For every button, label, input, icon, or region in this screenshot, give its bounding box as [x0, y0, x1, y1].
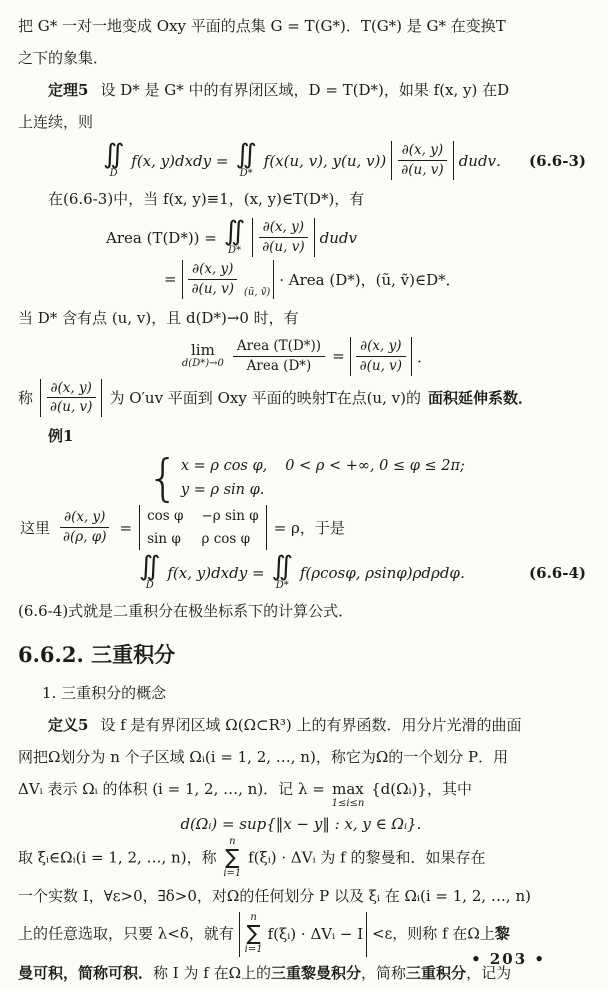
limit-operator: [182, 342, 224, 371]
qu-post: f(ξᵢ) · ΔVᵢ 为 f 的黎曼和．如果存在: [248, 848, 486, 867]
abs-riemann-sum: [239, 912, 368, 957]
equation-663: [18, 141, 594, 180]
integral-glyph: ∬: [139, 551, 161, 583]
jacobian-fraction: [46, 380, 96, 417]
sum-upper: n: [229, 835, 236, 847]
sigma-glyph: ∑: [246, 920, 261, 945]
area-equation-line-2: [18, 260, 594, 299]
equation-664: [18, 553, 594, 592]
fraction-denominator: ∂(u, v): [50, 399, 93, 416]
area-line2-tail: · Area (D*)，(ũ, ṽ)∈D*．: [279, 270, 461, 289]
fraction-numerator: ∂(x, y): [188, 261, 237, 280]
example1-label: [18, 420, 594, 452]
triple-integral-term: 三重积分: [406, 963, 467, 982]
eq663-integrand: f(x(u, v), y(u, v)): [263, 151, 387, 170]
eq663-tail: dudv．: [458, 152, 512, 170]
double-integral-symbol: [103, 141, 124, 180]
choose-bold: 黎: [494, 924, 510, 943]
jacobian-fraction: [188, 261, 238, 298]
lim-glyph: lim: [190, 340, 215, 359]
jacobian-abs: [350, 337, 412, 376]
sum-lower: i=1: [223, 867, 242, 879]
double-integral-symbol: [272, 553, 293, 592]
max-condition: 1≤i≤n: [331, 797, 365, 809]
when-line: 当 D* 含有点 (u, v)，且 d(D*)→0 时，有: [18, 308, 299, 327]
area-ratio-fraction: [233, 338, 325, 375]
intro-line-2: 之下的象集．: [18, 49, 109, 67]
integral-domain: D: [109, 168, 118, 179]
det-cell: ρ cos φ: [201, 531, 251, 548]
area-stretch-coefficient-term: 面积延伸系数．: [427, 389, 533, 408]
cheng-pre: 称: [18, 389, 34, 408]
jacobian-computation-line: [18, 505, 594, 550]
jacobian-abs: [40, 379, 102, 418]
triple-riemann-integral-term: 三重黎曼积分: [271, 963, 362, 982]
integral-domain: D*: [228, 245, 242, 256]
sum-operator: [245, 913, 263, 956]
eq664-rhs: f(ρcosφ, ρsinφ)ρdρdφ．: [299, 564, 475, 583]
eq664-lhs: f(x, y)dxdy =: [167, 563, 265, 582]
definition5-text: 设 f 是有界闭区域 Ω(Ω⊂R³) 上的有界函数．用分片光滑的曲面: [100, 716, 522, 735]
real-number-line: 一个实数 I，∀ε>0，∃δ>0，对Ω的任何划分 P 以及 ξᵢ 在 Ωᵢ(i = 1, 2, …, n): [18, 886, 531, 905]
det-cell: cos φ: [147, 508, 184, 525]
fraction-denominator: ∂(u, v): [401, 162, 444, 178]
theorem5-line-2: 上连续，则: [18, 113, 94, 131]
equation-number: (6.6-4): [529, 563, 586, 582]
definition5-line-1: [18, 709, 594, 741]
jacobian-abs: [182, 260, 275, 299]
theorem5-label: 定理5: [48, 81, 89, 99]
double-integral-symbol: [139, 553, 160, 592]
equation-number: (6.6-3): [529, 151, 586, 170]
fraction-denominator: Area (D*): [246, 357, 312, 374]
last-mid-2: ，简称: [361, 963, 407, 982]
last-mid-1: 称 I 为 f 在Ω上的: [153, 963, 272, 982]
area-lhs: Area (T(D*)) =: [106, 228, 217, 247]
jacobian-fraction: [59, 509, 111, 546]
example1-text: 例1: [48, 427, 74, 446]
period: ．: [417, 347, 433, 366]
diameter-formula-text: d(Ωᵢ) = sup{‖x − y‖ : x, y ∈ Ωᵢ}．: [180, 814, 432, 833]
row1-condition: 0 < ρ < +∞, 0 ≤ φ ≤ 2π;: [285, 458, 465, 475]
double-integral-symbol: [235, 141, 256, 180]
max-operator: [332, 781, 365, 810]
fraction-numerator: ∂(x, y): [398, 142, 447, 161]
equals-sign: =: [332, 347, 345, 366]
integral-domain: D*: [275, 580, 289, 592]
equals-sign: =: [119, 518, 133, 537]
sum-lower: i=1: [244, 943, 263, 955]
jacobian-abs: [391, 141, 453, 180]
det-cell: sin φ: [147, 531, 181, 548]
evaluation-point: (ũ, ṽ): [244, 286, 271, 298]
system-row-1: [181, 458, 465, 475]
left-brace: {: [147, 449, 179, 508]
integral-domain: D: [145, 580, 154, 592]
sum-upper: n: [250, 911, 257, 923]
qu-pre: 取 ξᵢ∈Ωᵢ(i = 1, 2, …, n)，称: [18, 848, 217, 867]
fraction-numerator: ∂(x, y): [47, 380, 96, 399]
fraction-numerator: ∂(x, y): [356, 338, 405, 357]
diameter-formula: [18, 813, 594, 834]
fraction-denominator: ∂(u, v): [262, 239, 305, 255]
subsection-title: 1. 三重积分的概念: [42, 684, 167, 703]
cheng-mid: 为 O′uv 平面到 Oxy 平面的映射T在点(u, v)的: [109, 389, 421, 408]
area-tail: dudv: [319, 228, 357, 247]
fraction-numerator: ∂(x, y): [259, 219, 308, 238]
coefficient-definition-line: [18, 379, 594, 418]
def5-line3-pre: ΔVᵢ 表示 Ωᵢ 的体积 (i = 1, 2, …, n)．记 λ =: [18, 780, 325, 799]
jacobian-abs: [252, 218, 314, 257]
section-title: 6.6.2. 三重积分: [18, 642, 176, 668]
system-rows: [181, 458, 465, 499]
row1-equation: x = ρ cos φ,: [180, 458, 268, 475]
integral-glyph: ∬: [223, 216, 246, 247]
sigma-glyph: ∑: [225, 844, 240, 869]
polar-coordinate-system: [18, 449, 594, 508]
fraction-numerator: Area (T(D*)): [233, 338, 325, 357]
choose-pre: 上的任意选取，只要 λ<δ，就有: [18, 924, 234, 943]
fraction-denominator: ∂(u, v): [191, 280, 234, 297]
limit-condition: d(D*)→0: [181, 358, 224, 370]
theorem5-line-1: [18, 74, 594, 106]
double-integral-symbol: [224, 218, 245, 257]
def5-line3-post: {d(Ωᵢ)}，其中: [371, 780, 472, 799]
integral-domain: D*: [239, 168, 253, 179]
fraction-denominator: ∂(u, v): [359, 357, 403, 374]
jacobian-fraction: [356, 338, 406, 375]
abs-inner-text: f(ξᵢ) · ΔVᵢ − I: [267, 925, 364, 944]
equals-sign: =: [164, 270, 177, 289]
limit-equation: [18, 337, 594, 376]
det-cell: −ρ sin φ: [201, 508, 259, 525]
max-glyph: max: [332, 780, 364, 799]
area-equation-line-1: [18, 218, 594, 257]
definition5-label: 定义5: [48, 716, 89, 735]
choose-post: <ε，则称 f 在Ω上: [371, 924, 495, 943]
integral-glyph: ∬: [102, 139, 125, 170]
fraction-denominator: ∂(ρ, φ): [63, 529, 107, 546]
zheli-pre: 这里: [20, 519, 51, 538]
integrable-term: 曼可积，简称可积．: [18, 963, 154, 982]
page-number: • 203 •: [471, 950, 546, 968]
system-row-2: y = ρ sin φ.: [180, 481, 265, 498]
definition5-line-3: [18, 773, 594, 810]
jacobian-fraction: [258, 219, 308, 256]
fraction-numerator: ∂(x, y): [60, 509, 109, 528]
definition5-line-2: 网把Ω划分为 n 个子区域 Ωᵢ(i = 1, 2, …, n)，称它为Ω的一个划分 P．用: [18, 748, 509, 767]
last-tail: ，记为: [466, 963, 512, 982]
zheli-post: = ρ，于是: [273, 519, 345, 538]
after-664-line: (6.6-4)式就是二重积分在极坐标系下的计算公式．: [18, 602, 354, 621]
theorem5-text: 设 D* 是 G* 中的有界闭区域，D = T(D*)，如果 f(x, y) 在D: [100, 81, 510, 99]
integral-glyph: ∬: [271, 551, 293, 583]
riemann-sum-line: [18, 837, 594, 880]
eq663-lhs: f(x, y)dxdy =: [131, 151, 229, 170]
jacobian-determinant: [139, 505, 267, 550]
integral-glyph: ∬: [235, 139, 257, 170]
after-663-line: 在(6.6-3)中，当 f(x, y)≡1，(x, y)∈T(D*)，有: [48, 190, 365, 208]
intro-line-1: 把 G* 一对一地变成 Oxy 平面的点集 G = T(G*)．T(G*) 是 G* 在变换T: [18, 17, 506, 35]
sum-operator: [223, 837, 241, 880]
jacobian-fraction: [397, 142, 447, 179]
